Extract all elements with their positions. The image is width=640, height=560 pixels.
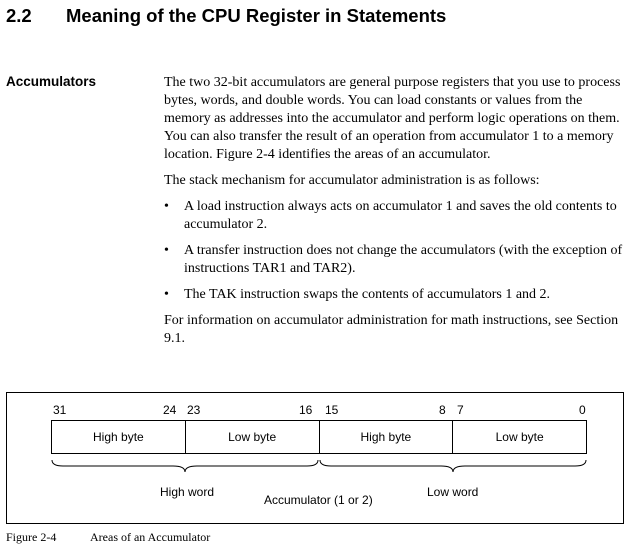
byte-cells — [51, 420, 587, 454]
byte-cell: High byte — [320, 421, 454, 453]
bit-number: 8 — [439, 403, 446, 417]
low-word-label: Low word — [427, 485, 479, 499]
side-label-accumulators: Accumulators — [6, 74, 97, 89]
bullet-item — [164, 242, 624, 278]
bit-number: 7 — [457, 403, 464, 417]
intro-paragraph: The two 32-bit accumulators are general purpose registers that you use to process bytes, words, and double words. You can load constants or values from the memory as addresses into the accumulator and perform logic operations on them. You can also transfer the result of an operation from accumulator 1 to a memory location. Figure 2-4 identifies the areas of an accumulator. — [164, 75, 621, 162]
high-word-label: High word — [160, 485, 215, 499]
section-heading — [6, 5, 446, 27]
bit-number: 31 — [53, 403, 67, 417]
section-title: Meaning of the CPU Register in Statements — [66, 5, 447, 26]
bullet-item — [164, 198, 624, 234]
bit-number: 23 — [187, 403, 201, 417]
bit-number: 15 — [325, 403, 339, 417]
byte-cell: Low byte — [186, 421, 320, 453]
bit-number: 24 — [163, 403, 177, 417]
byte-cell: Low byte — [495, 430, 544, 444]
accumulator-figure — [6, 392, 624, 524]
bit-number: 0 — [579, 403, 586, 417]
section-number: 2.2 — [6, 5, 32, 26]
bullet-icon: • — [164, 199, 169, 214]
bullet-icon: • — [164, 243, 169, 258]
caption-number: Figure 2-4 — [6, 530, 57, 544]
bullet-icon: • — [164, 287, 169, 302]
bullet-text: A transfer instruction does not change the accumulators (with the exception of instructions TAR1 and TAR2). — [184, 243, 623, 276]
caption-text: Areas of an Accumulator — [90, 530, 211, 544]
bullet-text: A load instruction always acts on accumulator 1 and saves the old contents to accumulator 2. — [184, 199, 617, 232]
figure-caption — [6, 530, 210, 545]
bullet-item — [164, 286, 624, 304]
body-text — [164, 74, 624, 356]
math-paragraph: For information on accumulator administration for math instructions, see Section 9.1. — [164, 313, 619, 346]
low-word-brace — [319, 459, 587, 473]
bit-number: 16 — [299, 403, 313, 417]
bullet-text: The TAK instruction swaps the contents of accumulators 1 and 2. — [184, 287, 551, 302]
bullet-list — [164, 198, 624, 304]
high-word-brace — [51, 459, 319, 473]
byte-cell: High byte — [52, 421, 186, 453]
accumulator-label: Accumulator (1 or 2) — [264, 493, 373, 507]
stack-paragraph: The stack mechanism for accumulator administration is as follows: — [164, 173, 540, 188]
